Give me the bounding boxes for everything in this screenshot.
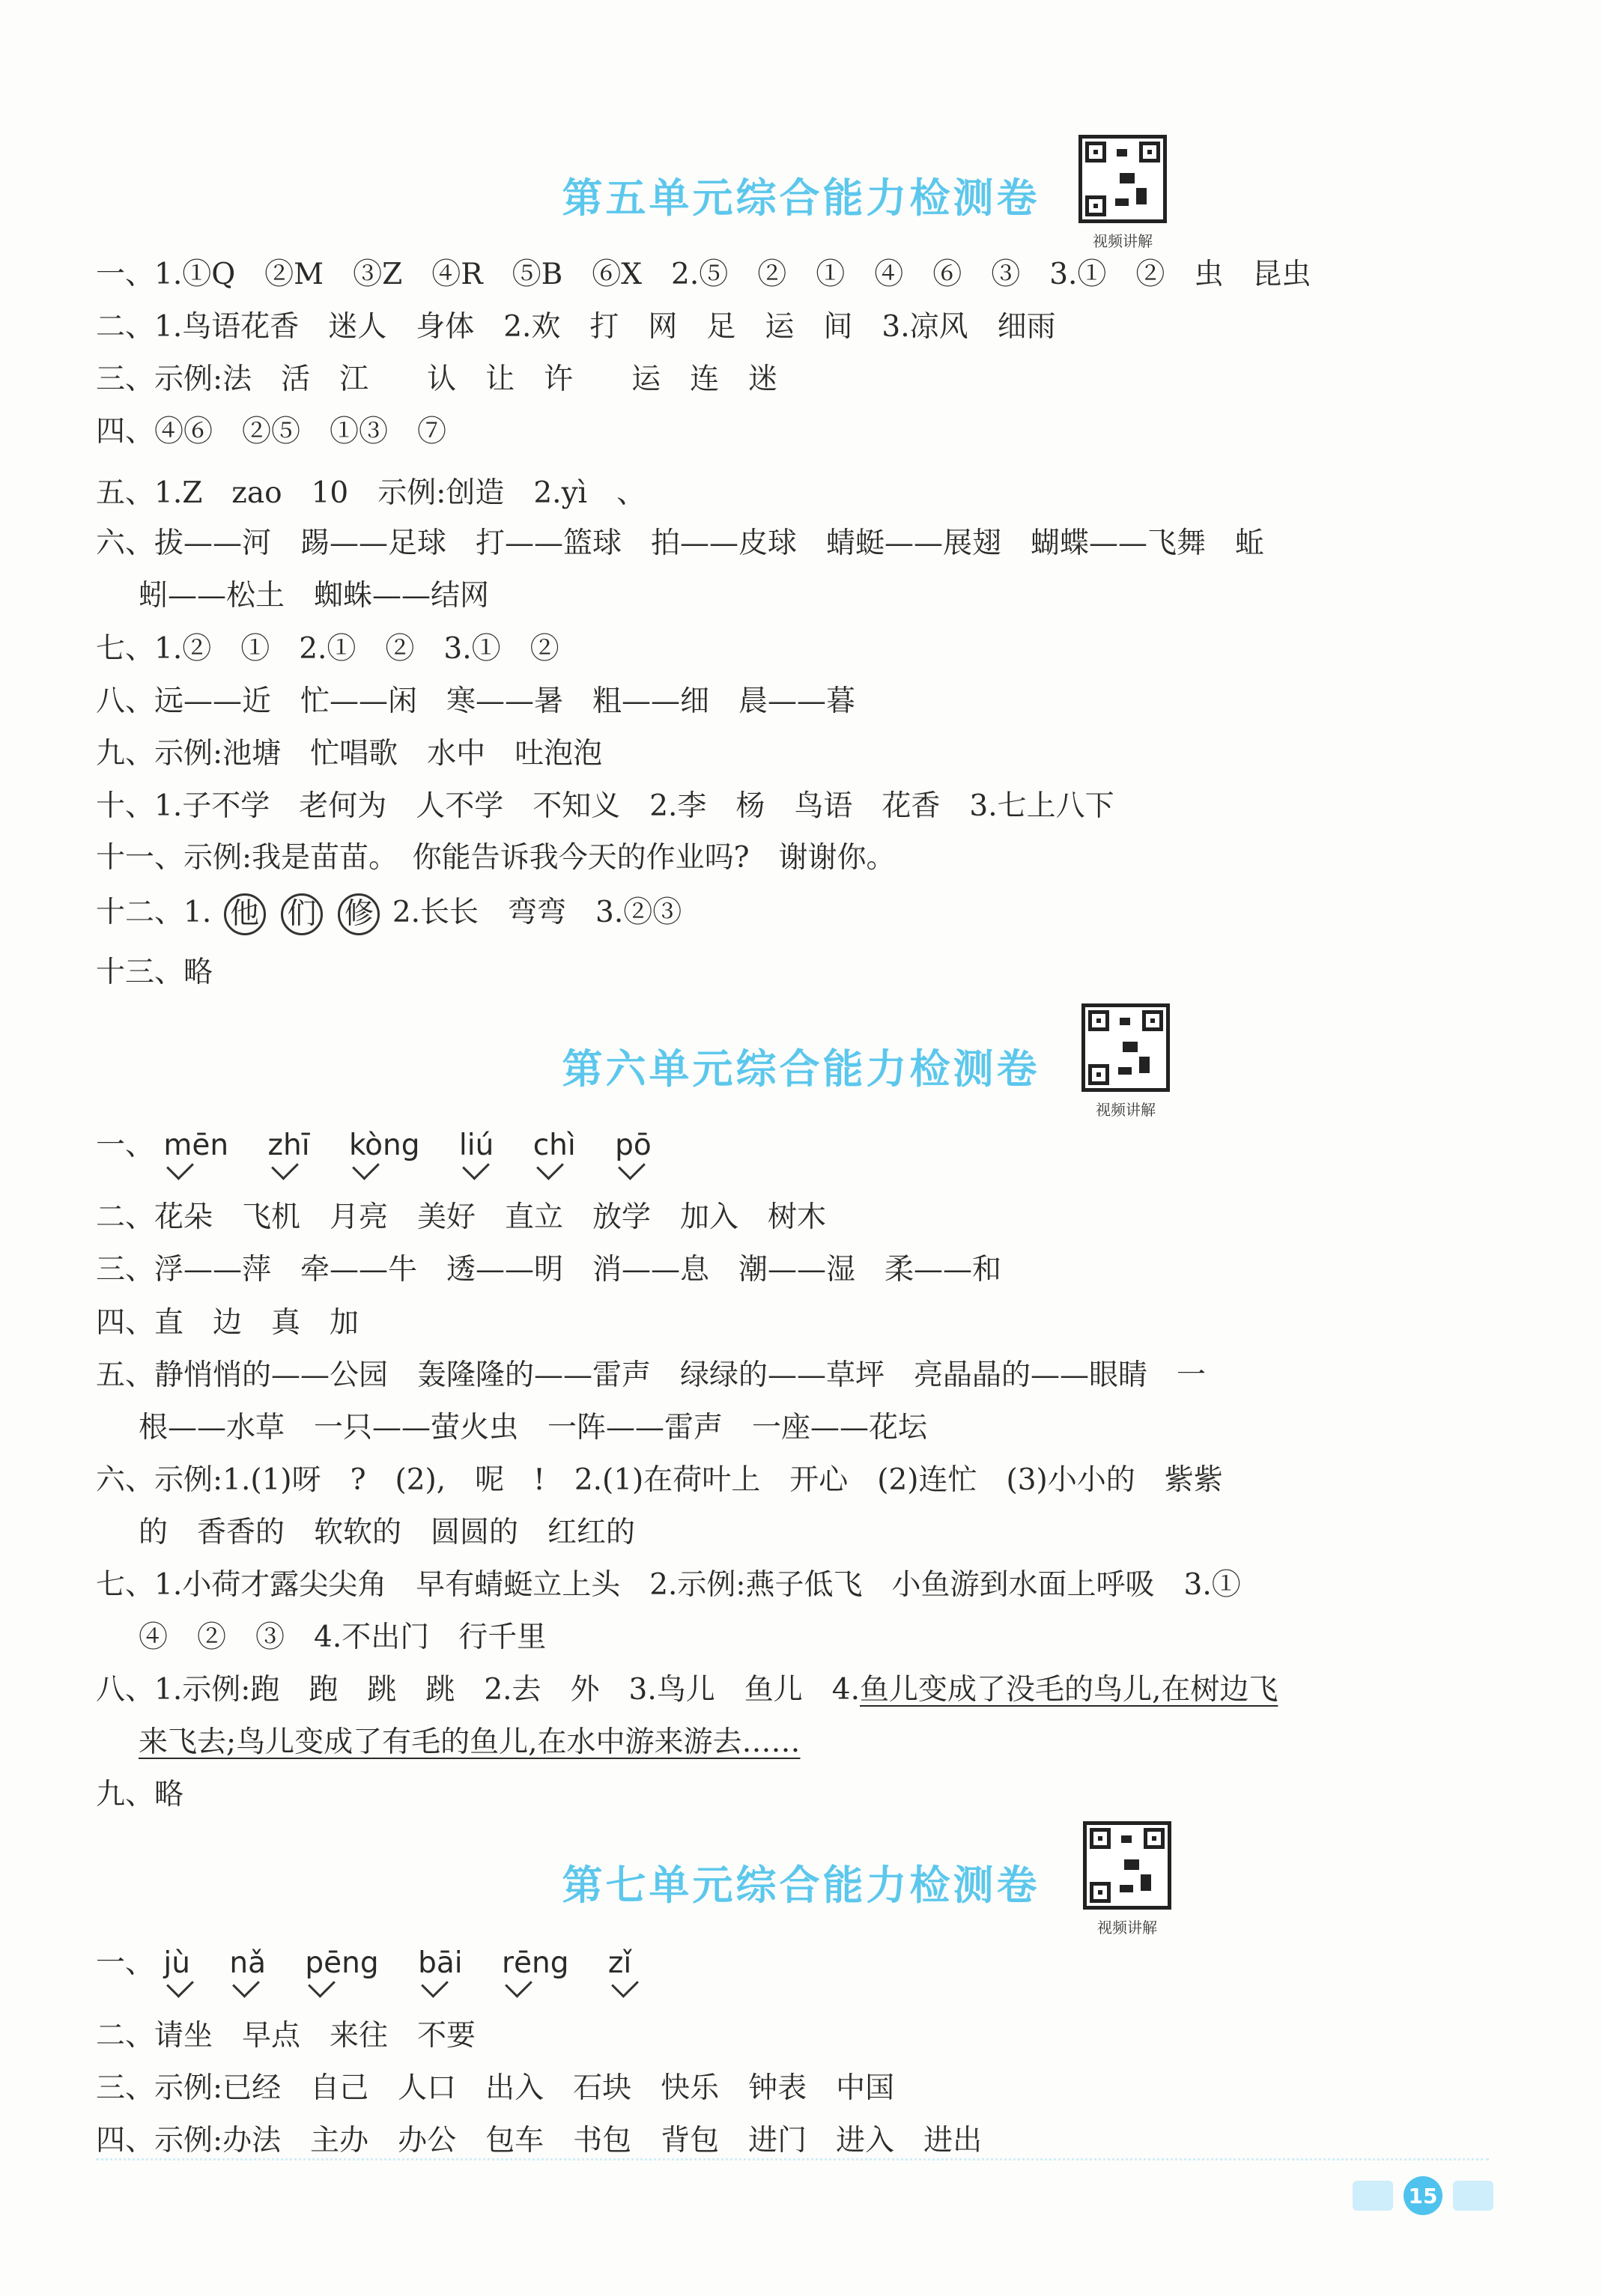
s5-line-9: 九、示例:池塘 忙唱歌 水中 吐泡泡 (96, 737, 603, 771)
s5-line-11: 十一、示例:我是苗苗。 你能告诉我今天的作业吗? 谢谢你。 (96, 841, 896, 875)
s5-line-5: 五、1.Z zao 10 示例:创造 2.yì 、 (96, 476, 646, 510)
pinyin-item (305, 1946, 378, 1981)
s6-line-8 (96, 1672, 1278, 1708)
s5-line-1: 一、1.①Q ②M ③Z ④R ⑤B ⑥X 2.⑤ ② ① ④ ⑥ ③ 3.① ② 虫 昆虫 (96, 258, 1311, 291)
s5-line-12-tail: 2.长长 弯弯 3.②③ (392, 896, 682, 929)
s6-line-3: 三、浮——萍 牵——牛 透——明 消——息 潮——湿 柔——和 (96, 1253, 1002, 1287)
pinyin-item (229, 1946, 266, 1981)
s7-line-1-prefix: 一、 (96, 1946, 155, 1980)
s6-line-8b (139, 1725, 801, 1761)
circled-char: 修 (338, 893, 380, 935)
pinyin-item (268, 1128, 310, 1164)
underlined-answer: 来飞去;鸟儿变成了有毛的鱼儿,在水中游来游去…… (139, 1725, 801, 1759)
s5-line-7: 七、1.② ① 2.① ② 3.① ② (96, 632, 559, 666)
pinyin-text: pō (615, 1129, 652, 1162)
s6-line-1-prefix: 一、 (96, 1129, 155, 1162)
s5-line-2: 二、1.鸟语花香 迷人 身体 2.欢 打 网 足 运 间 3.凉风 细雨 (96, 310, 1056, 344)
s5-line-3: 三、示例:法 活 江 认 让 许 运 连 迷 (96, 362, 778, 396)
s6-line-4: 四、直 边 真 加 (96, 1306, 359, 1340)
s6-line-5b: 根——水草 一只——萤火虫 一阵——雷声 一座——花坛 (139, 1411, 928, 1445)
s6-line-9: 九、略 (96, 1778, 184, 1811)
s5-line-4: 四、④⑥ ②⑤ ①③ ⑦ (96, 415, 447, 449)
s6-line-5: 五、静悄悄的——公园 轰隆隆的——雷声 绿绿的——草坪 亮晶晶的——眼睛 一 (96, 1358, 1207, 1392)
badge-decoration (1353, 2181, 1393, 2211)
s5-line-12-prefix: 十二、1. (96, 896, 212, 929)
qr-label: 视频讲解 (1096, 1101, 1156, 1119)
s5-line-6b: 蚓——松土 蜘蛛——结网 (139, 579, 490, 613)
s6-line-7b: ④ ② ③ 4.不出门 行千里 (139, 1621, 547, 1654)
footer-divider (96, 2158, 1489, 2160)
qr-code-icon[interactable] (1083, 1821, 1171, 1910)
pinyin-text: rēng (501, 1946, 569, 1980)
pinyin-text: chì (533, 1129, 576, 1162)
pinyin-text: pēng (305, 1946, 379, 1980)
pinyin-text: mēn (163, 1129, 229, 1162)
qr-code-icon[interactable] (1081, 1003, 1170, 1092)
section-5-title: 第五单元综合能力检测卷 (562, 174, 1040, 222)
s7-line-3: 三、示例:已经 自己 人口 出入 石块 快乐 钟表 中国 (96, 2071, 895, 2105)
qr-label: 视频讲解 (1093, 232, 1153, 250)
page-number: 15 (1404, 2176, 1442, 2215)
s5-line-8: 八、远——近 忙——闲 寒——暑 粗——细 晨——暮 (96, 684, 856, 718)
s7-line-2: 二、请坐 早点 来往 不要 (96, 2019, 476, 2053)
underlined-answer: 鱼儿变成了没毛的鸟儿,在树边飞 (859, 1673, 1278, 1707)
page-number-badge (1341, 2176, 1505, 2215)
qr-label: 视频讲解 (1097, 1919, 1157, 1937)
s5-line-10: 十、1.子不学 老何为 人不学 不知义 2.李 杨 鸟语 花香 3.七上八下 (96, 789, 1114, 823)
s6-line-8-prefix: 八、1.示例:跑 跑 跳 跳 2.去 外 3.鸟儿 鱼儿 4. (96, 1673, 860, 1707)
s6-line-2: 二、花朵 飞机 月亮 美好 直立 放学 加入 树木 (96, 1200, 827, 1234)
pinyin-item (163, 1946, 190, 1981)
s6-line-1 (96, 1128, 682, 1164)
s6-line-6b: 的 香香的 软软的 圆圆的 红红的 (139, 1516, 636, 1549)
badge-decoration (1453, 2181, 1493, 2211)
pinyin-text: jù (163, 1946, 190, 1980)
s6-line-6: 六、示例:1.(1)呀 ? (2), 呢 ! 2.(1)在荷叶上 开心 (2)连忙 (3)小小的 紫紫 (96, 1463, 1223, 1497)
pinyin-item (502, 1946, 569, 1981)
pinyin-item (533, 1128, 576, 1164)
s6-line-7: 七、1.小荷才露尖尖角 早有蜻蜓立上头 2.示例:燕子低飞 小鱼游到水面上呼吸 3.① (96, 1568, 1241, 1602)
circled-char: 他 (224, 893, 266, 935)
qr-code-icon[interactable] (1078, 135, 1167, 223)
pinyin-item (608, 1946, 631, 1981)
pinyin-item (615, 1128, 652, 1164)
pinyin-text: liú (458, 1129, 494, 1162)
pinyin-item (418, 1946, 463, 1981)
pinyin-text: nǎ (229, 1946, 267, 1980)
s5-line-6: 六、拔——河 踢——足球 打——篮球 拍——皮球 蜻蜓——展翅 蝴蝶——飞舞 蚯 (96, 526, 1265, 560)
section-7-title: 第七单元综合能力检测卷 (562, 1862, 1040, 1909)
pinyin-text: zǐ (607, 1946, 632, 1980)
circled-char: 们 (281, 893, 323, 935)
pinyin-item (349, 1128, 420, 1164)
s7-line-1 (96, 1946, 661, 1981)
pinyin-text: zhī (267, 1129, 310, 1162)
section-6-title: 第六单元综合能力检测卷 (562, 1045, 1040, 1093)
pinyin-item (459, 1128, 494, 1164)
pinyin-item (163, 1128, 228, 1164)
pinyin-text: kòng (348, 1129, 420, 1162)
s7-line-4: 四、示例:办法 主办 办公 包车 书包 背包 进门 进入 进出 (96, 2124, 983, 2157)
pinyin-text: bāi (418, 1946, 463, 1980)
s5-line-12 (96, 893, 682, 935)
s5-line-13: 十三、略 (96, 956, 213, 989)
